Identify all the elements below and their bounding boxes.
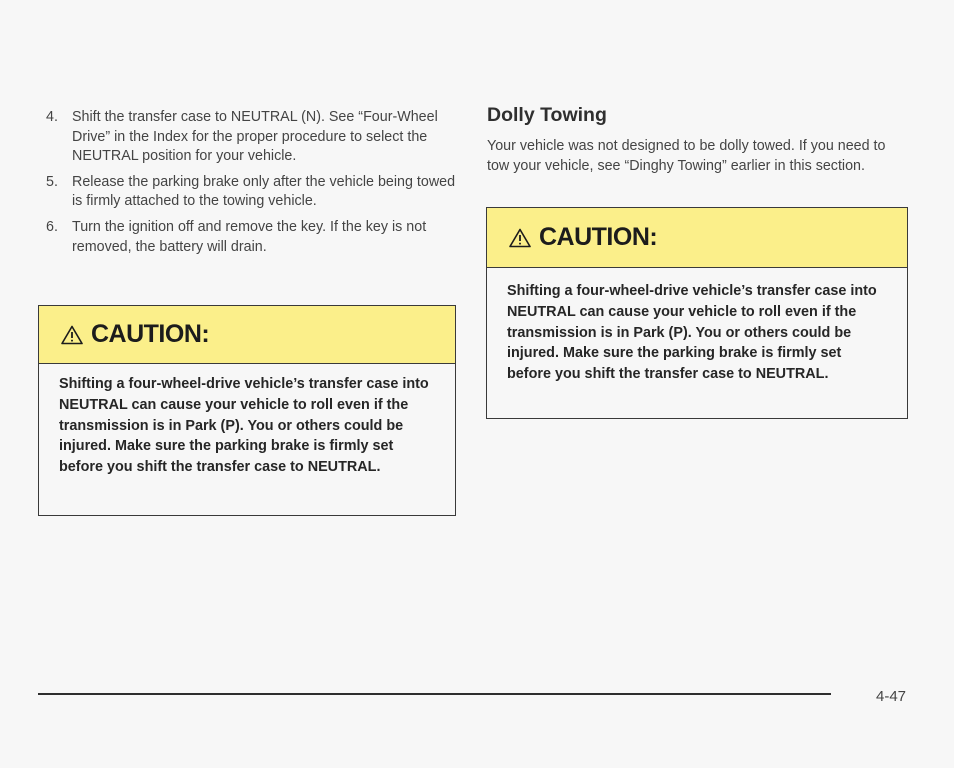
footer-rule bbox=[38, 693, 831, 695]
caution-text: Shifting a four-wheel-drive vehicle’s transfer case into NEUTRAL can cause your vehicle to roll even if the transmission is in Park (P). You or others could be injured. Make sure the parking brake is firmly set before you shift the transfer case to NEUTRAL. bbox=[59, 376, 429, 476]
caution-box-right bbox=[486, 207, 908, 419]
caution-title: CAUTION: bbox=[539, 223, 658, 251]
caution-header bbox=[487, 208, 907, 268]
page-number: 4-47 bbox=[876, 688, 907, 705]
step-text: Release the parking brake only after the vehicle being towed is firmly attached to the towing vehicle. bbox=[72, 173, 456, 210]
step-item bbox=[46, 218, 458, 257]
step-number: 6. bbox=[46, 218, 58, 235]
dolly-towing-paragraph: Your vehicle was not designed to be dolly towed. If you need to tow your vehicle, see “Dinghy Towing” earlier in this section. bbox=[487, 138, 886, 174]
step-text: Shift the transfer case to NEUTRAL (N). See “Four-Wheel Drive” in the Index for the proper procedure to select the NEUTRAL position for your vehicle. bbox=[72, 109, 438, 165]
caution-header bbox=[39, 306, 455, 364]
step-item bbox=[46, 108, 458, 167]
caution-text: Shifting a four-wheel-drive vehicle’s transfer case into NEUTRAL can cause your vehicle to roll even if the transmission is in Park (P). You or others could be injured. Make sure the parking brake is firmly set before you shift the transfer case to NEUTRAL. bbox=[507, 283, 877, 383]
towing-steps-list bbox=[46, 108, 458, 263]
warning-triangle-icon bbox=[509, 228, 531, 248]
section-heading-dolly-towing: Dolly Towing bbox=[487, 104, 607, 126]
step-number: 5. bbox=[46, 173, 58, 190]
warning-triangle-icon bbox=[61, 325, 83, 345]
step-number: 4. bbox=[46, 109, 58, 125]
caution-title: CAUTION: bbox=[91, 320, 210, 348]
step-item bbox=[46, 173, 458, 212]
caution-box-left bbox=[38, 305, 456, 516]
step-text: Turn the ignition off and remove the key. If the key is not removed, the battery will drain. bbox=[72, 218, 427, 255]
